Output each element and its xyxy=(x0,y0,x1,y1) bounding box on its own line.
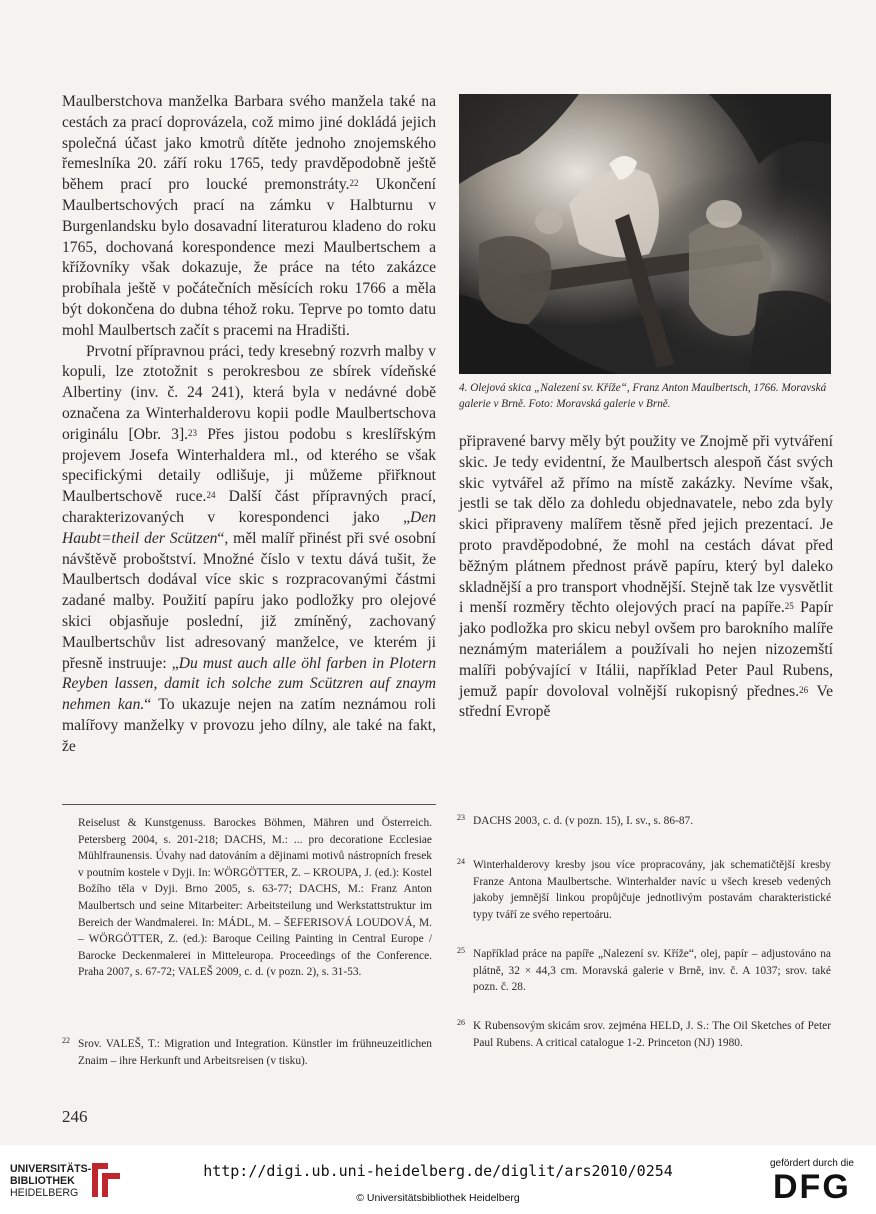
dfg-logo[interactable]: DFG xyxy=(773,1168,851,1206)
footnote-ref-23[interactable]: 23 xyxy=(188,427,198,438)
copyright-notice: © Universitätsbibliothek Heidelberg xyxy=(356,1192,520,1204)
painting-image xyxy=(459,94,831,374)
oil-sketch-illustration xyxy=(459,94,831,374)
footnote-26-number: 26 xyxy=(457,1018,465,1027)
footnote-24: 24 Winterhalderovy kresby jsou více propracovány, jak schematičtější kresby Franze Antona Maulbertsche. Winterhalder navíc u všech kreseb vedených jakoby jemnější linkou propůjčuje jednotlivým postavám charakteristické typy tváří ze svého repertoáru. xyxy=(473,857,831,923)
footnote-25: 25 Například práce na papíře „Nalezení sv. Kříže“, olej, papír – adjustováno na plátně, 32 × 44,3 cm. Moravská galerie v Brně, inv. č. A 1037; srov. také pozn. č. 28. xyxy=(473,946,831,996)
permalink-url[interactable]: http://digi.ub.uni-heidelberg.de/diglit/ars2010/0254 xyxy=(203,1162,673,1180)
footnote-ref-24[interactable]: 24 xyxy=(206,490,216,501)
footnote-22: 22 Srov. VALEŠ, T.: Migration und Integration. Künstler im frühneuzeitlichen Znaim – ihre Herkunft und Arbeitsreisen (v tisku). xyxy=(78,1036,432,1069)
page-number: 246 xyxy=(62,1107,88,1126)
footnote-25-number: 25 xyxy=(457,946,465,955)
footnote-ref-26[interactable]: 26 xyxy=(799,684,809,695)
german-quote-1: Den Haubt=theil der Scützen xyxy=(62,508,436,547)
footnote-continued: Reiselust & Kunstgenuss. Barockes Böhmen, Mähren und Österreich. Petersberg 2004, s. 201-218; DACHS, M.: ... pro decoratione Ecclesiae Mühlfraunensis. Úvahy nad datováním a dějinami motivů nástropních fresek v poutním kostele v Dyji. In: WÖRGÖTTER, Z. – KROUPA, J. (ed.): Kostel Božího těla v Dyji. Brno 2005, s. 63-77; DACHS, M.: Franz Anton Maulbertsch und seine Mitarbeiter: Arbeitsteilung und Werkstattstruktur im Bereich der Wandmalerei. In: MÁDL, M. – ŠEFERISOVÁ LOUDOVÁ, M. – WÖRGÖTTER, Z. (ed.): Baroque Ceiling Painting in Central Europe / Barocke Deckenmalerei in Mitteleuropa. Proceedings of the Conference. Praha 2007, s. 67-72; VALEŠ 2009, c. d. (v pozn. 2), s. 31-53. xyxy=(78,817,432,979)
footnote-23-number: 23 xyxy=(457,813,465,822)
footnote-23: 23 DACHS 2003, c. d. (v pozn. 15), I. sv., s. 86-87. xyxy=(473,813,831,830)
footnote-divider xyxy=(62,804,436,805)
german-quote-2: Du must auch alle öhl farben in Plotern Reyben lassen, damit ich solche zum Scützren auf znaym nehmen kan. xyxy=(62,654,436,714)
paragraph-3: připravené barvy měly být použity ve Znojmě při vytváření skic. Je tedy evidentní, že Maulbertsch alespoň část svých skic vytvářel až přímo na místě zakázky. Nevíme však, jestli se tak dělo za dohledu objednavatele, nebo zda byly skici připraveny malířem těsně před jejich prezentací. Je proto pravděpodobné, že mohl na cestách dávat před běžným plátnem přednost právě papíru, který byl daleko skladnější a pro transport vhodnější. Stejně tak lze vysvětlit i menší rozměry těchto olejových prací na papíře.$^{25}$ Papír jako podložka pro skicu nebyl ovšem pro barokního malíře neznámým materiálem a používali ho nejen nizozemští malíři pobývající v Itálii, například Peter Paul Rubens, jemuž papír dovoloval volnější rukopisný přednes.$^{26}$ Ve střední Evropě xyxy=(459,433,833,721)
paragraph-1: Maulberstchova manželka Barbara svého manžela také na cestách za prací doprovázela, což mimo jiné dokládá jejich společná účast jako kmotrů dítěte jednoho znojemského řemeslníka 20. září roku 1765, tedy pravděpodobně ještě během prací pro loucké premonstráty.$^{22}$ Ukončení Maulbertschových prací na zámku v Halbturnu v Burgenlandsku bylo dosavadní literaturou kladeno do roku 1765, dochovaná korespondence mezi Maulbertschem a křížovníky však dokazuje, že práce na této zakázce probíhala ještě v počátečních měsících roku 1766 a měla být dokončena do dubna téhož roku. Teprve po tomto datu mohl Maulbertsch začít s pracemi na Hradišti. xyxy=(62,93,436,339)
left-text-column xyxy=(62,92,436,758)
footnote-ref-25[interactable]: 25 xyxy=(784,601,794,612)
footnote-24-number: 24 xyxy=(457,857,465,866)
library-name[interactable]: UNIVERSITÄTS- BIBLIOTHEK HEIDELBERG xyxy=(10,1163,92,1200)
footnote-26: 26 K Rubensovým skicám srov. zejména HELD, J. S.: The Oil Sketches of Peter Paul Rubens. A critical catalogue 1-2. Princeton (NJ) 1980. xyxy=(473,1018,831,1051)
funded-by-label: gefördert durch die xyxy=(770,1158,854,1169)
footnote-22-number: 22 xyxy=(62,1036,70,1045)
figure-caption: 4. Olejová skica „Nalezení sv. Kříže“, Franz Anton Maulbertsch, 1766. Moravská galerie v Brně. Foto: Moravská galerie v Brně. xyxy=(459,382,827,410)
right-text-column xyxy=(459,432,833,723)
footnote-ref-22[interactable]: 22 xyxy=(349,178,359,189)
paragraph-2: Prvotní přípravnou práci, tedy kresebný rozvrh malby v kopuli, lze ztotožnit s perokresbou ze sbírek vídeňské Albertiny (inv. č. 24 241), která byla v nedávné době označena za Winterhalderovu kopii podle Maulbertschova originálu [Obr. 3].$^{23}$ Přes jistou podobu s kreslířským projevem Josefa Winterhaldera ml., od kterého se však specifickými detaily odlišuje, ji můžeme přiřknout Maulbertschově ruce.$^{24}$ Další část přípravných prací, charakterizovaných v korespondenci jako „Den Haubt=theil der Scützen“, měl malíř přinést při své osobní návštěvě proboštství. Množné číslo v textu dává tušit, že Maulbertsch dodával více skic s rozpracovanými částmi zadané malby. Použití papíru jako podložky pro olejové skici objasňuje poslední, již zmíněný, zachovaný Maulbertschův list adresovaný manželce, ve kterém ji přesně instruuje: „Du must auch alle öhl farben in Plotern Reyben lassen, damit ich solche zum Scützren auf znaym nehmen kan.“ To ukazuje nejen na zatím neznámou roli malířovy manželky v provozu jeho dílny, ale také na fakt, že xyxy=(62,342,436,755)
